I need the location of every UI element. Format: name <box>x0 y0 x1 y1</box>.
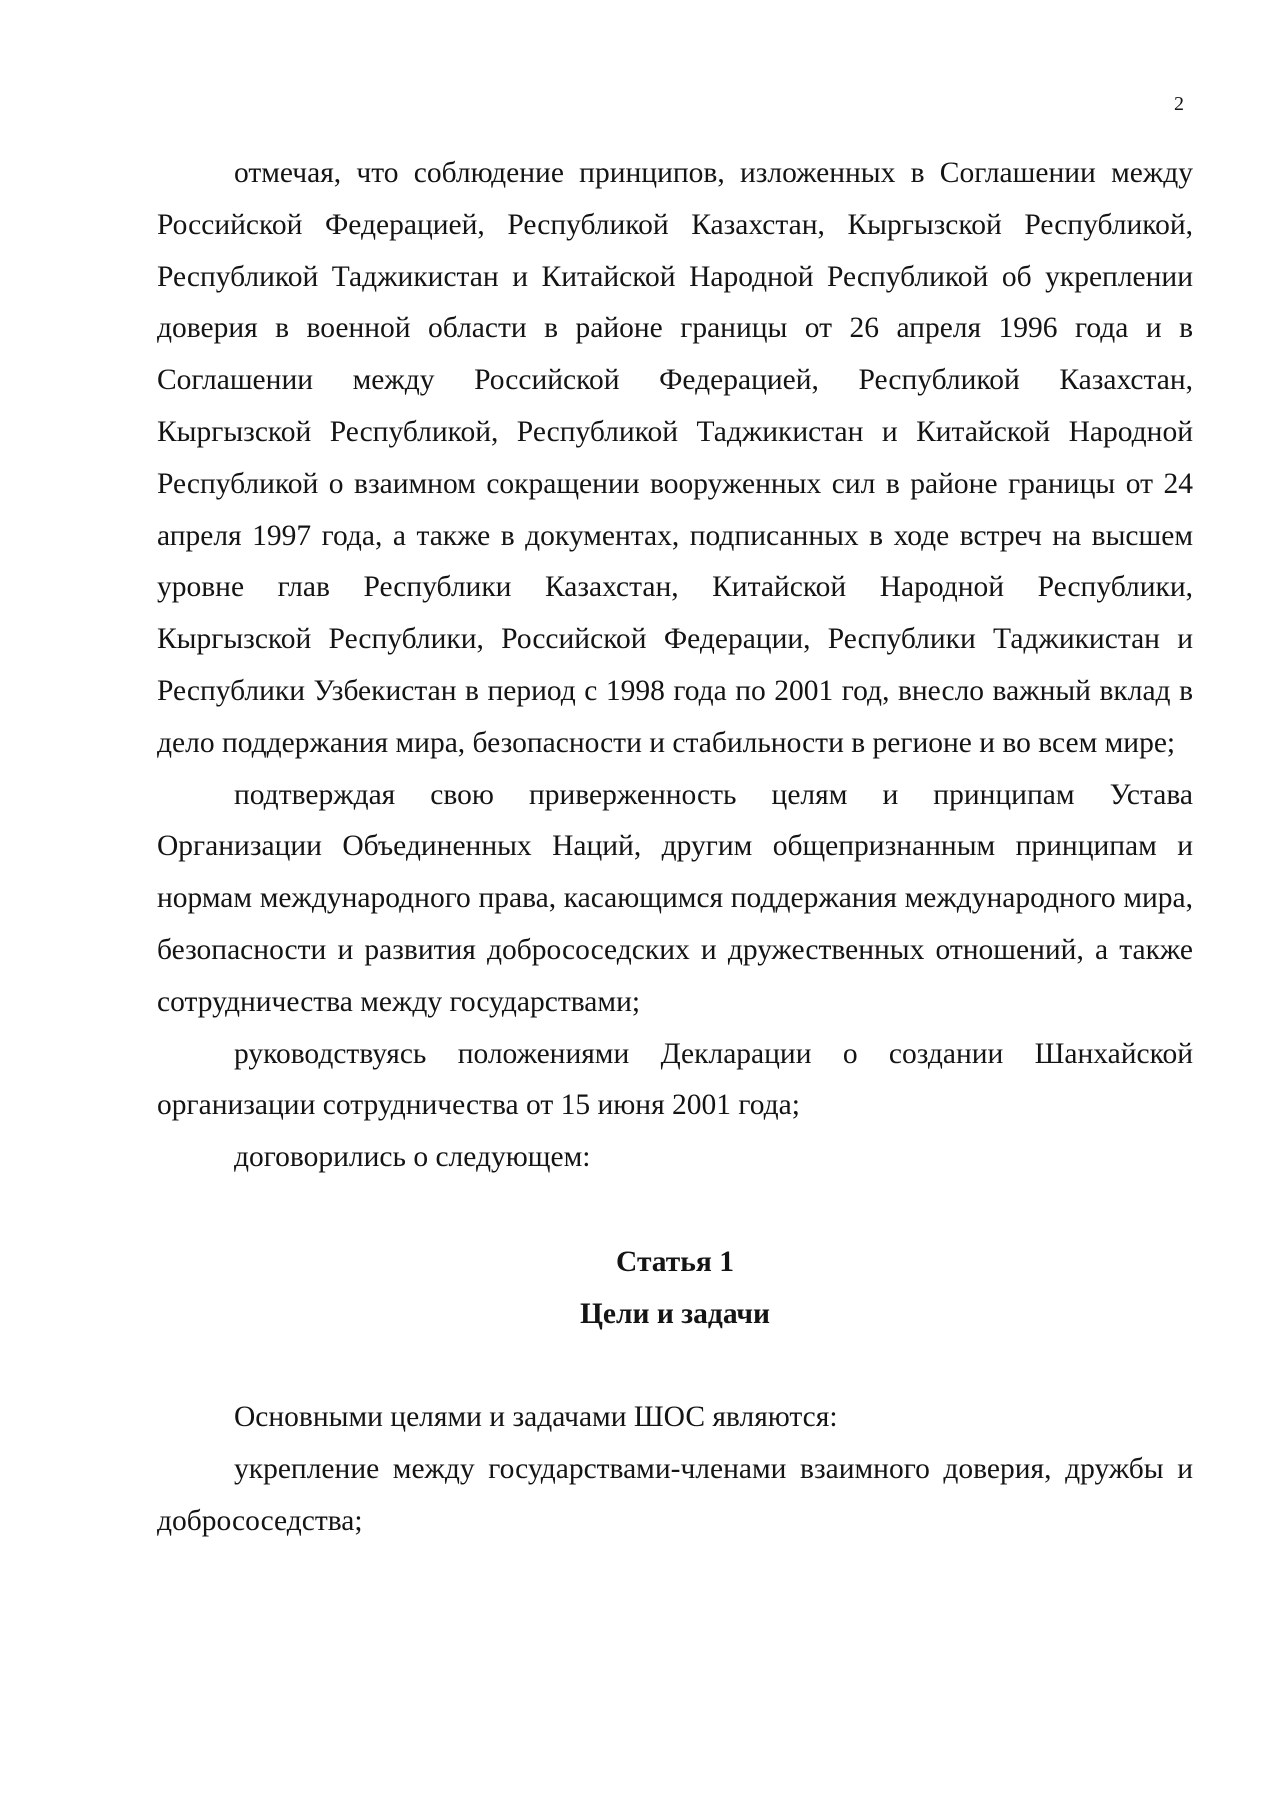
body-paragraph-1: Основными целями и задачами ШОС являются: <box>234 1400 838 1433</box>
article-number: Статья 1 <box>616 1245 734 1278</box>
preamble-paragraph-3: руководствуясь положениями Декларации о создании Шанхайской организации сотрудничества от 15 июня 2001 года; <box>157 1037 1193 1122</box>
preamble-paragraph-2: подтверждая свою приверженность целям и принципам Устава Организации Объединенных Наций, другим общепризнанным принципам и нормам международного права, касающимся поддержания международного мира, безопасности и развития добрососедских и дружественных отношений, а также сотрудничества между государствами; <box>157 778 1193 1018</box>
page-number: 2 <box>1174 93 1184 115</box>
article-heading <box>157 1236 1193 1340</box>
preamble-paragraph-4: договорились о следующем: <box>234 1141 591 1174</box>
body-paragraph-2: укрепление между государствами-членами взаимного доверия, дружбы и добрососедства; <box>157 1452 1193 1537</box>
article-title: Цели и задачи <box>579 1297 771 1330</box>
document-body <box>157 148 1193 1547</box>
preamble-paragraph-1: отмечая, что соблюдение принципов, изложенных в Соглашении между Российской Федерацией, Республикой Казахстан, Кыргызской Республикой, Республикой Таджикистан и Китайской Народной Республикой об укреплении доверия в военной области в районе границы от 26 апреля 1996 года и в Соглашении между Российской Федерацией, Республикой Казахстан, Кыргызской Республикой, Республикой Таджикистан и Китайской Народной Республикой о взаимном сокращении вооруженных сил в районе границы от 24 апреля 1997 года, а также в документах, подписанных в ходе встреч на высшем уровне глав Республики Казахстан, Китайской Народной Республики, Кыргызской Республики, Российской Федерации, Республики Таджикистан и Республики Узбекистан в период с 1998 года по 2001 год, внесло важный вклад в дело поддержания мира, безопасности и стабильности в регионе и во всем мире; <box>157 157 1193 759</box>
